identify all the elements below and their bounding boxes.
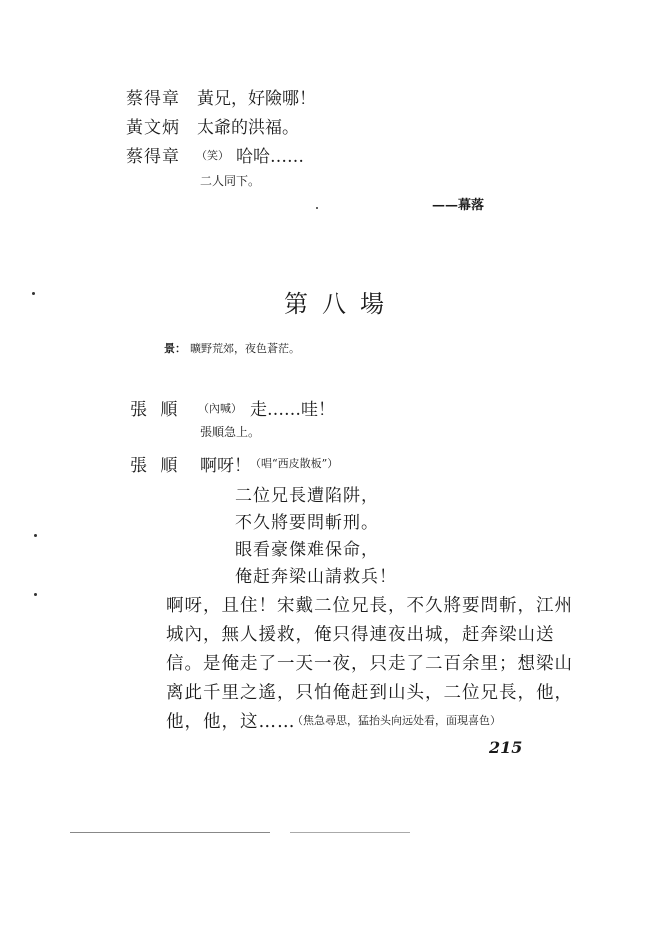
prose-line: 啊呀，且住！宋戴二位兄長，不久將要問斬，江州 [166, 596, 573, 616]
prose-line: 城內，無人援救，俺只得連夜出城，赶奔梁山送 [166, 625, 555, 645]
prose-line: 离此千里之遙，只怕俺赶到山头，二位兄長，他， [166, 683, 573, 703]
scan-edge-line [290, 832, 410, 833]
curtain-fall: ——幕落 [432, 198, 485, 213]
prose-line: 信。是俺走了一天一夜，只走了二百余里；想梁山 [166, 654, 573, 674]
scan-speck [316, 207, 318, 209]
stage-direction: （笑） [196, 149, 229, 162]
scene-title: 第八場 [284, 290, 398, 318]
scan-speck [34, 534, 37, 537]
verse-line: 二位兄長遭陷阱， [235, 486, 379, 506]
speaker-name: 張 順 [130, 456, 182, 476]
dialogue-text: 啊呀！ [200, 456, 251, 476]
dialogue-text: 走……哇！ [250, 400, 335, 420]
dialogue-text: 黃兄，好險哪！ [197, 89, 316, 109]
verse-line: 不久將要問斬刑。 [235, 513, 379, 533]
speaker-name: 黃文炳 [126, 118, 180, 138]
dialogue-text: 哈哈…… [236, 147, 304, 167]
speaker-name: 蔡得章 [126, 147, 180, 167]
setting-label: 景： [164, 342, 186, 355]
scan-speck [32, 292, 35, 295]
stage-direction: （內喊） [198, 402, 242, 415]
enter-direction: 張順急上。 [200, 425, 261, 439]
verse-line: 俺赶奔梁山請救兵！ [235, 567, 397, 587]
stage-direction: （唱“西皮散板”） [250, 457, 339, 470]
speaker-name: 張 順 [130, 400, 182, 420]
speaker-name: 蔡得章 [126, 89, 180, 109]
scene-setting: 曠野荒郊，夜色蒼茫。 [190, 342, 300, 355]
stage-direction: （焦急尋思，猛抬头向远处看，面現喜色） [292, 714, 501, 727]
dialogue-text: 太爺的洪福。 [197, 118, 299, 138]
exit-direction: 二人同下。 [200, 174, 261, 188]
prose-line: 他，他，这…… [166, 712, 296, 732]
page-number: 215 [489, 738, 523, 757]
scan-speck [34, 593, 37, 596]
scan-edge-line [70, 832, 270, 833]
verse-line: 眼看豪傑难保命， [235, 540, 379, 560]
